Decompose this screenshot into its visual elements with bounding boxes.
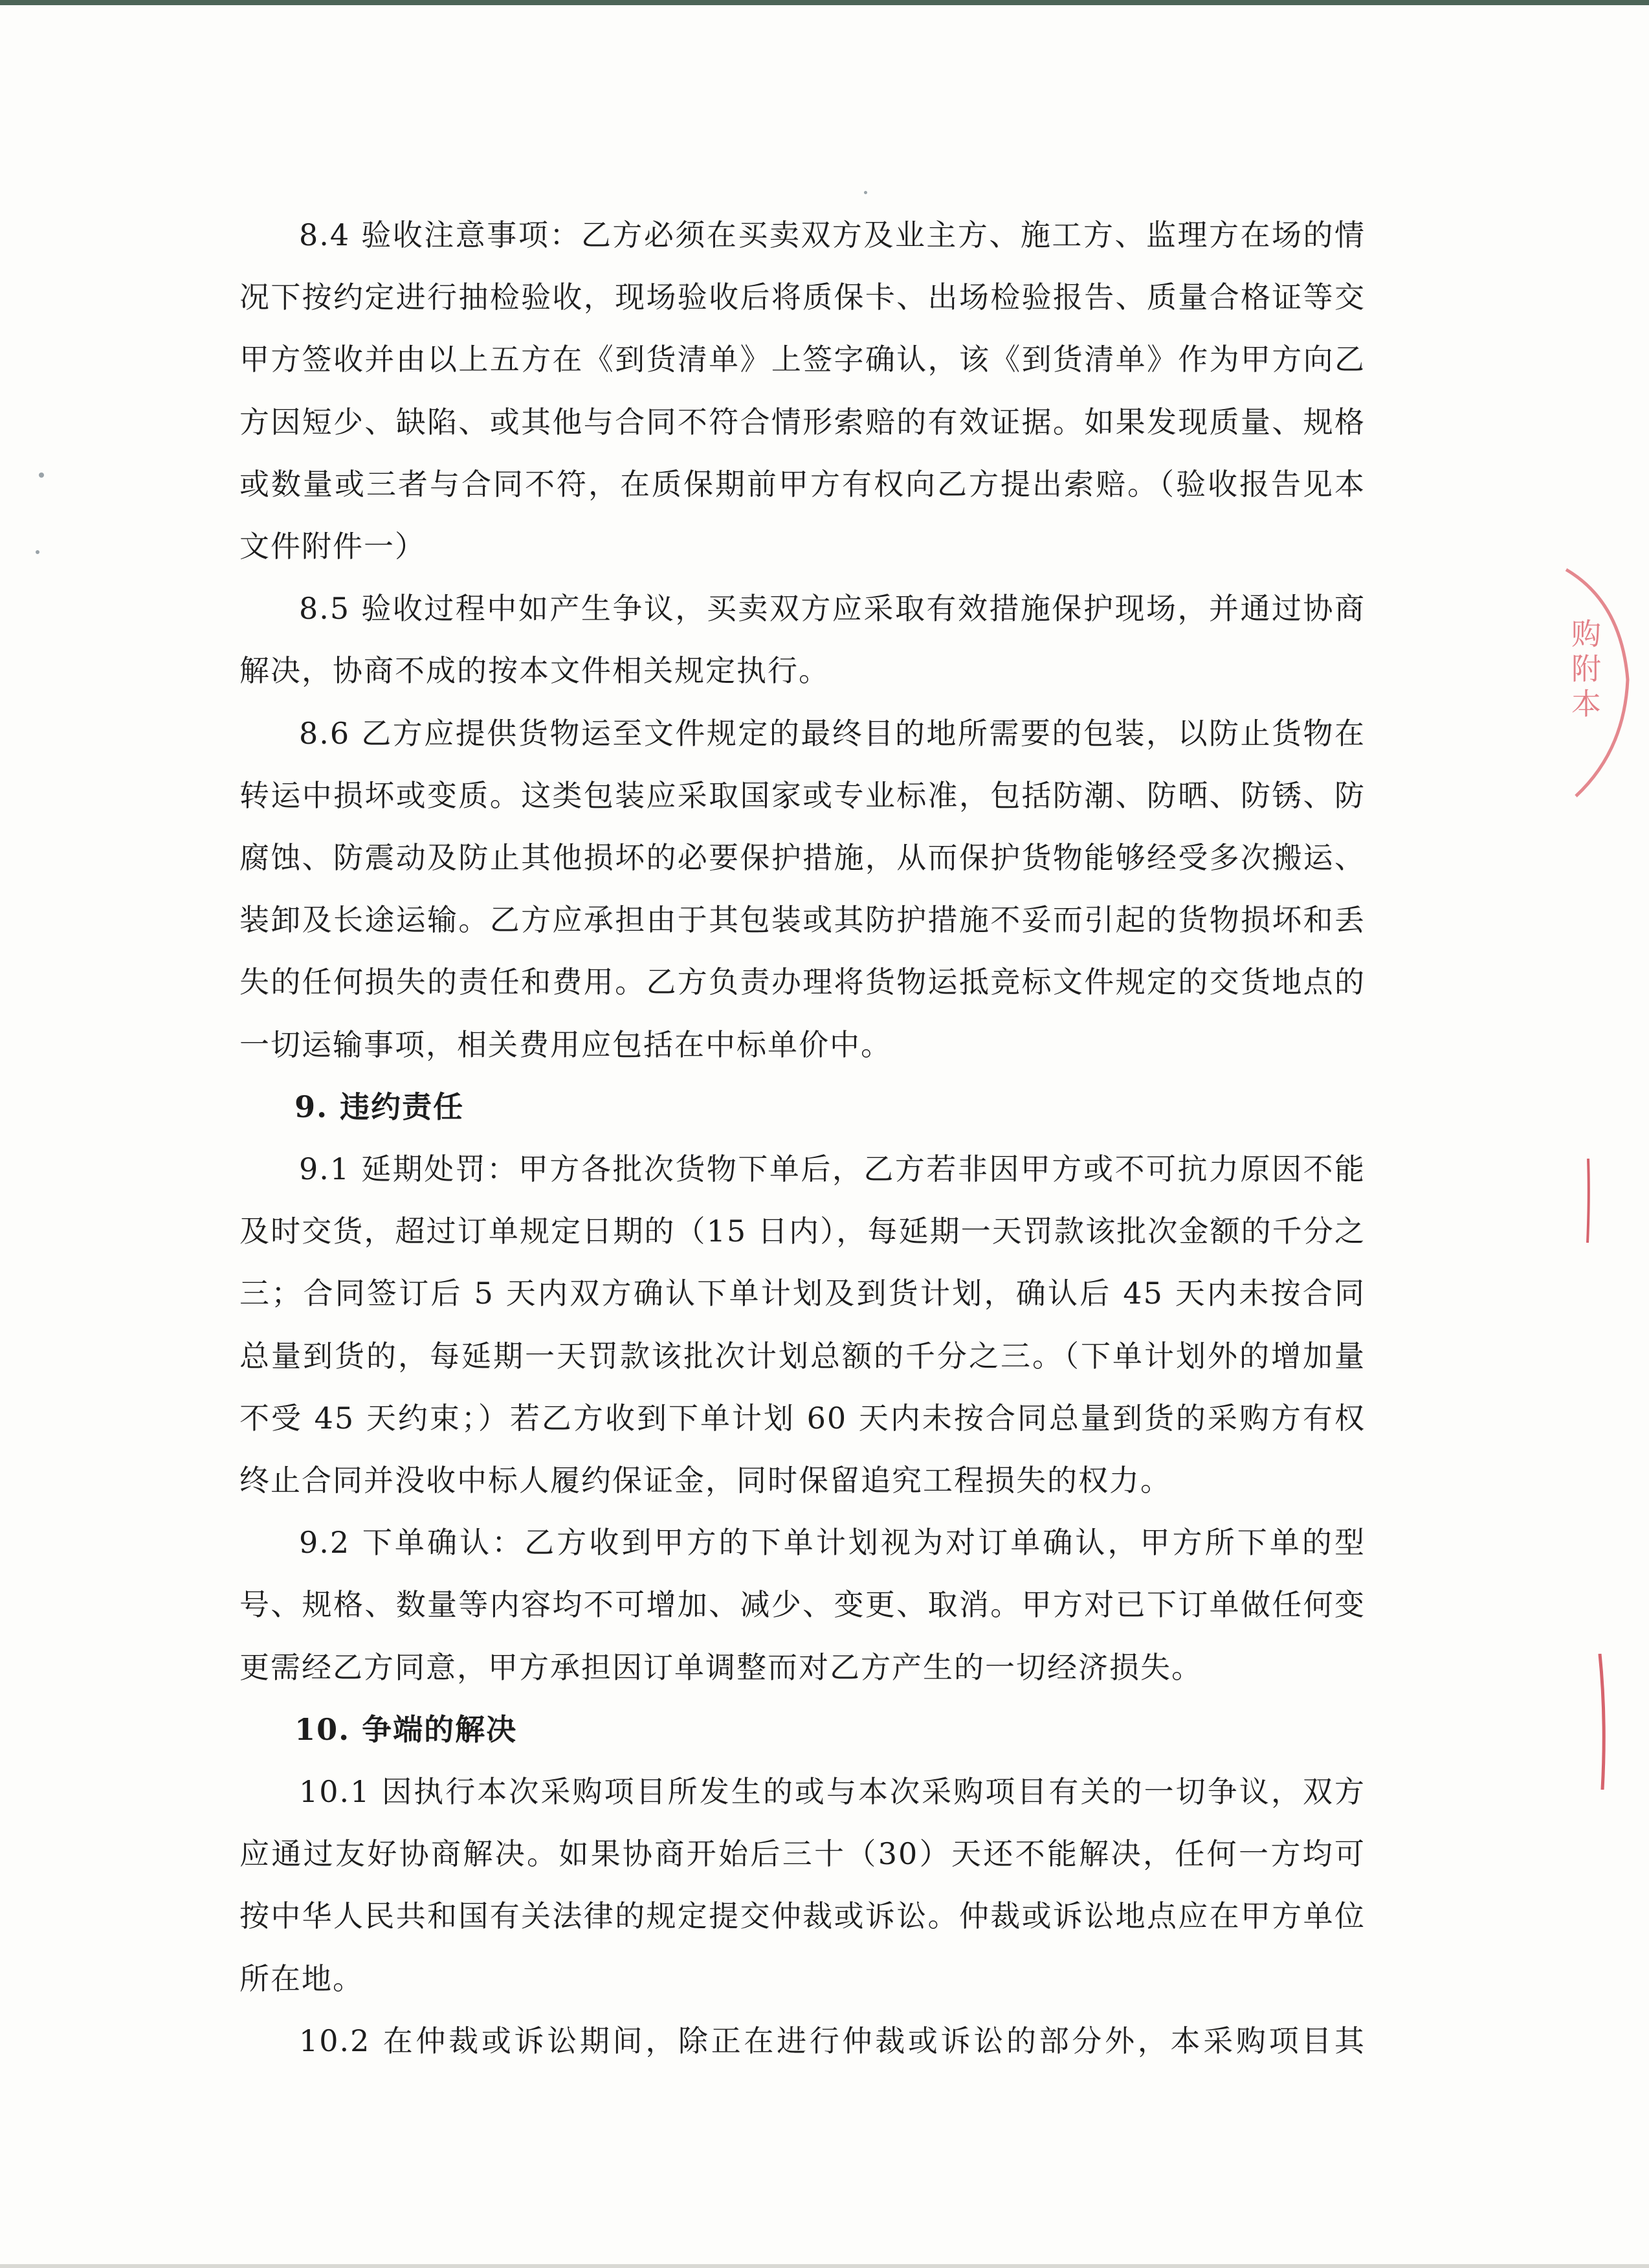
clause-8-4: 8.4 验收注意事项：乙方必须在买卖双方及业主方、施工方、监理方在场的情况下按约定进行抽检验收，现场验收后将质保卡、出场检验报告、质量合格证等交甲方签收并由以上五方在《到货清单》上签字确认，该《到货清单》作为甲方向乙方因短少、缺陷、或其他与合同不符合情形索赔的有效证据。如果发现质量、规格或数量或三者与合同不符，在质保期前甲方有权向乙方提出索赔。（验收报告见本文件附件一） <box>239 217 1366 564</box>
scan-edge-bottom <box>0 2264 1649 2268</box>
clause-10-2: 10.2 在仲裁或诉讼期间，除正在进行仲裁或诉讼的部分外，本采购项目其 <box>299 2023 1366 2058</box>
seal-text: 购附本 <box>1567 618 1602 723</box>
scan-edge-top <box>0 0 1649 5</box>
scan-speck <box>864 191 867 194</box>
scan-speck <box>36 550 39 554</box>
document-body <box>239 204 1366 2072</box>
seal-edge-mark-lower <box>1597 1654 1608 1790</box>
section-heading-breach: 9. 违约责任 <box>294 1089 465 1124</box>
clause-10-1: 10.1 因执行本次采购项目所发生的或与本次采购项目有关的一切争议，双方应通过友好协商解决。如果协商开始后三十（30）天还不能解决，任何一方均可按中华人民共和国有关法律的规定提交仲裁或诉讼。仲裁或诉讼地点应在甲方单位所在地。 <box>239 1774 1366 1996</box>
clause-9-2: 9.2 下单确认：乙方收到甲方的下单计划视为对订单确认，甲方所下单的型号、规格、数量等内容均不可增加、减少、变更、取消。甲方对已下订单做任何变更需经乙方同意，甲方承担因订单调整而对乙方产生的一切经济损失。 <box>239 1525 1366 1685</box>
seal-edge-mark <box>1584 1159 1592 1243</box>
clause-8-6: 8.6 乙方应提供货物运至文件规定的最终目的地所需要的包装，以防止货物在转运中损坏或变质。这类包装应采取国家或专业标准，包括防潮、防晒、防锈、防腐蚀、防震动及防止其他损坏的必要保护措施，从而保护货物能够经受多次搬运、装卸及长途运输。乙方应承担由于其包装或其防护措施不妥而引起的货物损坏和丢失的任何损失的责任和费用。乙方负责办理将货物运抵竞标文件规定的交货地点的一切运输事项，相关费用应包括在中标单价中。 <box>239 715 1366 1062</box>
section-heading-disputes: 10. 争端的解决 <box>294 1711 518 1747</box>
clause-8-5: 8.5 验收过程中如产生争议，买卖双方应采取有效措施保护现场，并通过协商解决，协商不成的按本文件相关规定执行。 <box>239 591 1366 689</box>
clause-9-1: 9.1 延期处罚：甲方各批次货物下单后，乙方若非因甲方或不可抗力原因不能及时交货，超过订单规定日期的（15 日内），每延期一天罚款该批次金额的千分之三；合同签订后 5 天内双方确认下单计划及到货计划，确认后 45 天内未按合同总量到货的，每延期一天罚款该批次计划总额的千分之三。（下单计划外的增加量不受 45 天约束；）若乙方收到下单计划 60 天内未按合同总量到货的采购方有权终止合同并没收中标人履约保证金，同时保留追究工程损失的权力。 <box>239 1151 1366 1498</box>
scan-speck <box>39 472 44 478</box>
